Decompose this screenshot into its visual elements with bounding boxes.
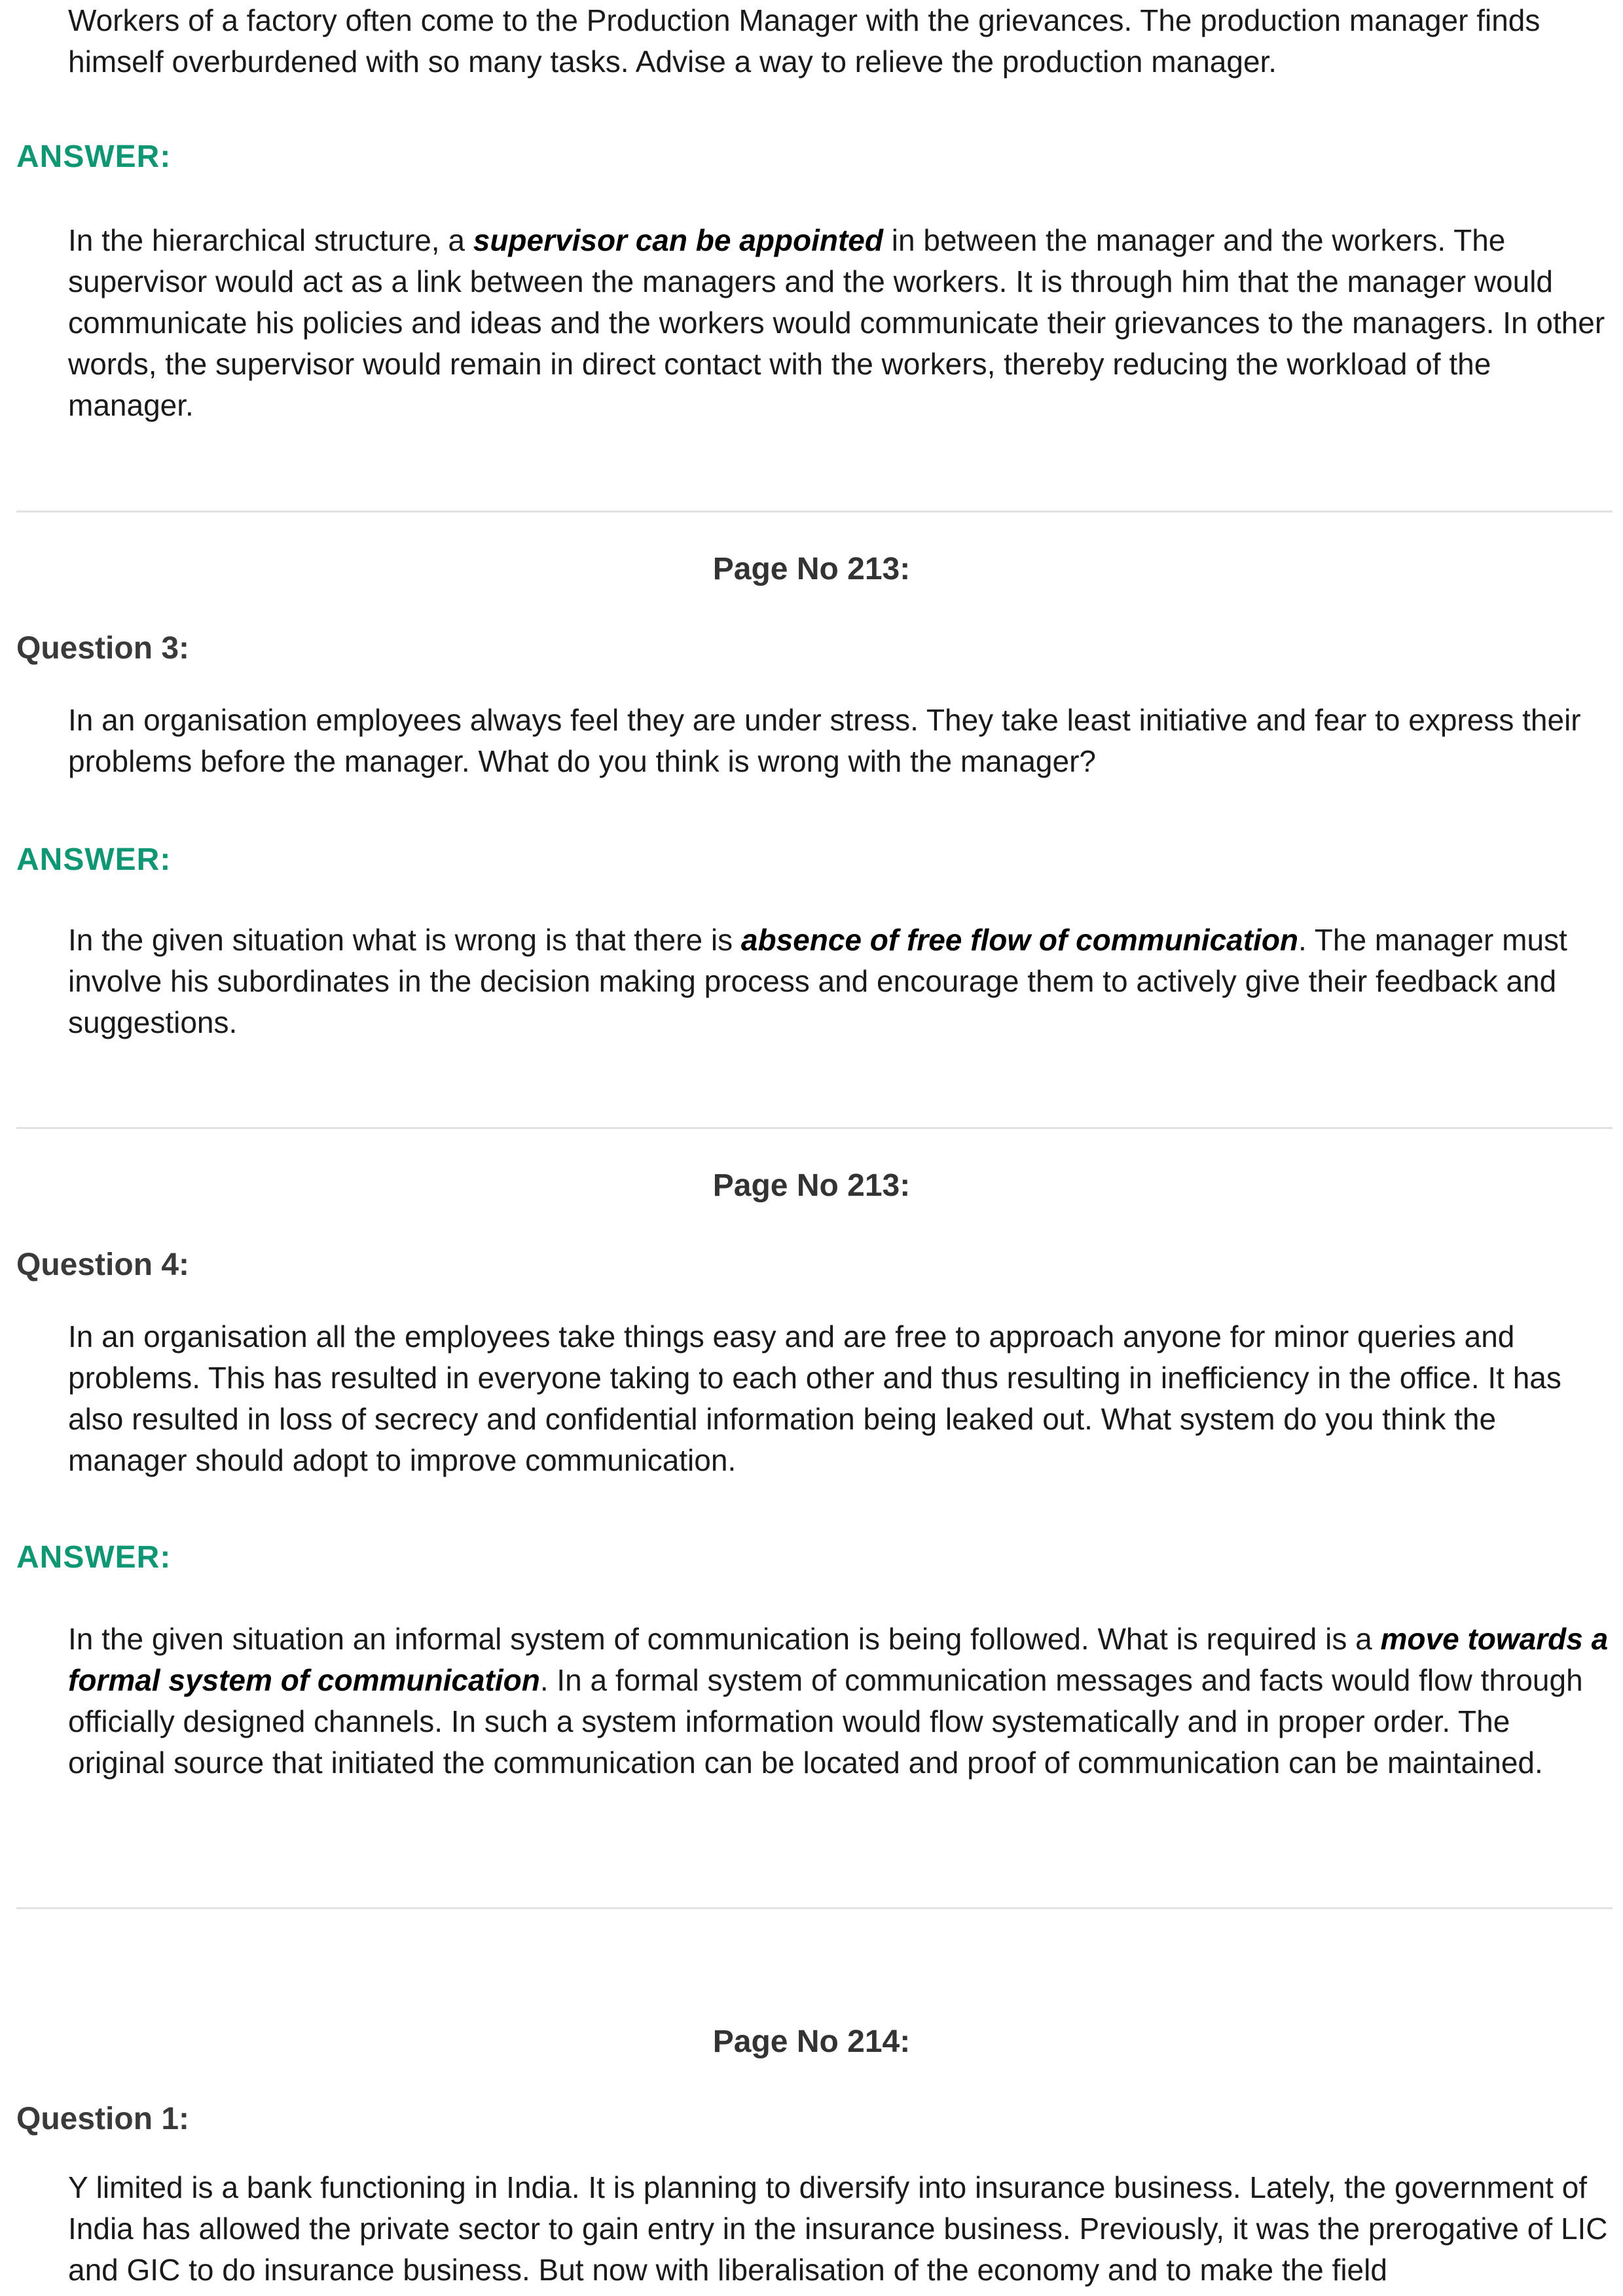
question-2-text — [68, 0, 1613, 82]
page-number-heading: Page No 213: — [712, 1168, 911, 1203]
question-4-answer — [68, 1619, 1613, 1784]
question-4-label: Question 4: — [16, 1247, 190, 1282]
question-4-text — [68, 1316, 1613, 1481]
answer-text-start: In the given situation what is wrong is that there is — [68, 923, 741, 957]
answer-emphasis: supervisor can be appointed — [473, 223, 883, 257]
answer-text-end: . In a formal system of communication messages and facts would flow through officially designed channels. In such a system information would flow systematically and in proper order. The original source that initiated the communication can be located and proof of communication can be maintained. — [68, 1663, 1583, 1780]
question-3-label: Question 3: — [16, 631, 190, 666]
answer-label: ANSWER: — [16, 139, 172, 174]
answer-text-end: in between the manager and the workers. The supervisor would act as a link between the managers and the workers. It is through him that the manager would communicate his policies and ideas and the workers would communicate their grievances to the managers. In other words, the supervisor would remain in direct contact with the workers, thereby reducing the workload of the manager. — [68, 223, 1605, 422]
answer-text-start: In the given situation an informal system of communication is being followed. What is required is a — [68, 1622, 1381, 1656]
section-divider — [16, 511, 1613, 512]
question-text: Y limited is a bank functioning in India. It is planning to diversify into insurance business. Lately, the government of India has allowed the private sector to gain entry in the insurance business. Previously, it was the prerogative of LIC and GIC to do insurance business. But now with liberalisation of the economy and to make the field — [68, 2170, 1608, 2287]
answer-label: ANSWER: — [16, 1540, 172, 1575]
answer-emphasis: absence of free flow of communication — [740, 923, 1299, 957]
answer-emphasis: move towards a formal system of communication — [68, 1622, 1609, 1697]
question-1-label: Question 1: — [16, 2102, 190, 2136]
question-2-answer — [68, 220, 1613, 426]
question-text: In an organisation employees always feel they are under stress. They take least initiative and fear to express their problems before the manager. What do you think is wrong with the manager? — [68, 703, 1581, 778]
question-3-answer — [68, 920, 1613, 1043]
question-1-text — [68, 2167, 1613, 2291]
page-number-heading: Page No 213: — [712, 552, 911, 586]
answer-label: ANSWER: — [16, 842, 172, 877]
question-text: Workers of a factory often come to the Production Manager with the grievances. The production manager finds himself overburdened with so many tasks. Advise a way to relieve the production manager. — [68, 3, 1541, 79]
answer-text-start: In the hierarchical structure, a — [68, 223, 473, 257]
page-number-heading: Page No 214: — [712, 2024, 911, 2059]
answer-text-end: . The manager must involve his subordinates in the decision making process and encourage them to actively give their feedback and suggestions. — [68, 923, 1567, 1039]
section-divider — [16, 1907, 1613, 1909]
question-3-text — [68, 700, 1613, 782]
section-divider — [16, 1127, 1613, 1129]
question-text: In an organisation all the employees take things easy and are free to approach anyone for minor queries and problems. This has resulted in everyone taking to each other and thus resulting in inefficiency in the office. It has also resulted in loss of secrecy and confidential information being leaked out. What system do you think the manager should adopt to improve communication. — [68, 1319, 1561, 1477]
